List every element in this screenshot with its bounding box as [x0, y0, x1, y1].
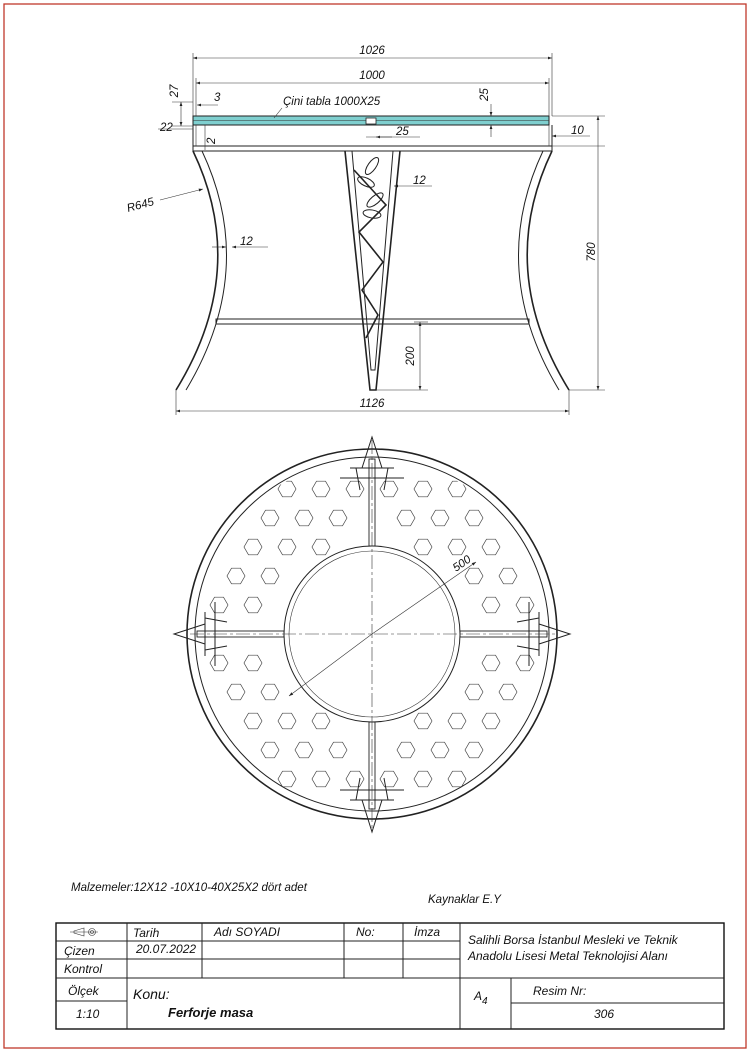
drawing-no-value: 306 — [594, 1007, 615, 1021]
dim-1000: 1000 — [359, 70, 385, 82]
hexagon-tile — [244, 597, 262, 613]
projection-symbol-icon — [70, 928, 98, 936]
hexagon-tile — [482, 597, 500, 613]
tile-center-mark — [366, 118, 376, 124]
dim-500: 500 — [450, 553, 474, 575]
school-line-1: Salihli Borsa İstanbul Mesleki ve Teknik — [468, 933, 678, 947]
dim-12-leg: 12 — [240, 236, 253, 248]
dim-22: 22 — [160, 122, 173, 134]
hexagon-tile — [482, 655, 500, 671]
hexagon-tile — [465, 510, 483, 526]
hexagon-tile — [346, 481, 364, 497]
hexagon-tile — [448, 481, 466, 497]
top-frame-bar — [193, 146, 552, 151]
hexagon-tile — [244, 655, 262, 671]
welding-note: Kaynaklar E.Y — [428, 894, 501, 906]
school-line-2: Anadolu Lisesi Metal Teknolojisi Alanı — [468, 949, 668, 963]
hexagon-tile — [210, 655, 228, 671]
lower-cross-bar — [216, 319, 529, 324]
hexagon-tile — [261, 742, 279, 758]
hexagon-tile — [210, 597, 228, 613]
dim-200: 200 — [405, 346, 417, 366]
row-cizen: Çizen — [64, 944, 95, 958]
hexagon-tile — [278, 481, 296, 497]
hexagon-tile — [448, 771, 466, 787]
hexagon-tile — [278, 771, 296, 787]
hexagon-tile — [346, 771, 364, 787]
dim-10: 10 — [571, 125, 584, 137]
hexagon-tile — [465, 684, 483, 700]
hexagon-tile — [482, 539, 500, 555]
hexagon-tile — [380, 481, 398, 497]
drawing-no-label: Resim Nr: — [533, 984, 587, 998]
dim-1126: 1126 — [359, 398, 385, 410]
tile-label: Çini tabla 1000X25 — [283, 96, 381, 108]
hexagon-tile — [312, 539, 330, 555]
hexagon-tile — [414, 481, 432, 497]
hexagon-tile — [295, 742, 313, 758]
front-view — [126, 45, 605, 415]
hexagon-tile — [380, 771, 398, 787]
hexagon-tile — [414, 713, 432, 729]
col-no: No: — [356, 925, 375, 939]
col-imza: İmza — [414, 925, 441, 939]
hexagon-tile — [465, 742, 483, 758]
subject-label: Konu: — [133, 986, 170, 1002]
dim-12-center: 12 — [413, 175, 426, 187]
hexagon-tile — [397, 742, 415, 758]
hexagon-tile — [431, 510, 449, 526]
hexagon-tile — [482, 713, 500, 729]
hexagon-tile — [329, 742, 347, 758]
hexagon-tile — [227, 568, 245, 584]
leaf-ornament-4 — [362, 208, 381, 219]
dim-3: 3 — [214, 92, 221, 104]
hexagon-tile — [261, 568, 279, 584]
top-view — [174, 437, 570, 832]
dim-780: 780 — [586, 242, 598, 262]
hexagon-tile — [312, 481, 330, 497]
zigzag-ornament — [354, 170, 386, 338]
leaf-ornament-1 — [363, 156, 381, 177]
dim-25-top: 25 — [479, 88, 491, 101]
hexagon-tile — [499, 568, 517, 584]
hexagon-tile — [312, 713, 330, 729]
hexagon-tile — [397, 510, 415, 526]
hexagon-tile — [261, 510, 279, 526]
dim-2: 2 — [206, 137, 218, 144]
col-tarih: Tarih — [133, 926, 160, 940]
hexagon-tile — [312, 771, 330, 787]
right-leg — [527, 151, 569, 390]
hexagon-tile — [278, 539, 296, 555]
right-leg-inner — [519, 151, 560, 390]
hexagon-tile — [295, 510, 313, 526]
title-block — [56, 923, 724, 1029]
hexagon-tile — [261, 684, 279, 700]
hexagon-tile — [516, 597, 534, 613]
dim-25-mid: 25 — [396, 126, 409, 138]
hexagon-tile — [244, 713, 262, 729]
hexagon-tile — [414, 771, 432, 787]
hexagon-tile — [278, 713, 296, 729]
dim-1026: 1026 — [359, 45, 385, 57]
left-leg — [176, 151, 218, 390]
hexagon-tile — [448, 713, 466, 729]
hexagon-tile — [516, 655, 534, 671]
hexagon-tile — [499, 684, 517, 700]
radius-label: R645 — [125, 196, 156, 215]
hexagon-tile — [329, 510, 347, 526]
date-value: 20.07.2022 — [136, 942, 197, 956]
hexagon-tile — [414, 539, 432, 555]
subject-value: Ferforje masa — [168, 1005, 254, 1020]
scale-value: 1:10 — [76, 1007, 100, 1021]
left-leg-inner — [186, 151, 227, 390]
hexagon-tile — [448, 539, 466, 555]
hexagon-tile — [431, 742, 449, 758]
paper-size: $A_4$ — [474, 989, 488, 1007]
hexagon-tile — [244, 539, 262, 555]
row-kontrol: Kontrol — [64, 962, 103, 976]
col-adi-soyadi: Adı SOYADI — [214, 925, 281, 939]
hexagon-tile — [227, 684, 245, 700]
scale-label: Ölçek — [68, 984, 99, 998]
materials-note: Malzemeler:12X12 -10X10-40X25X2 dört adet — [71, 882, 307, 894]
hexagon-tile — [465, 568, 483, 584]
dim-27: 27 — [169, 84, 181, 98]
